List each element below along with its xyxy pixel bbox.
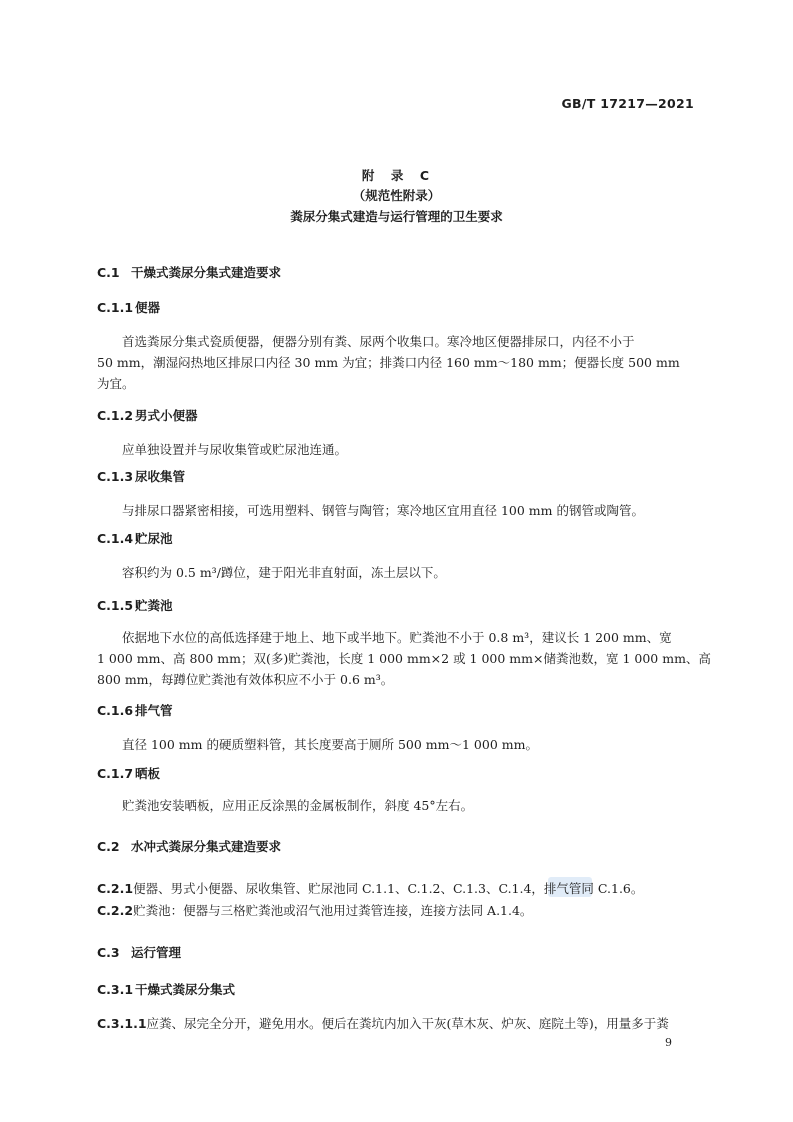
c16-line-1: 直径 100 mm 的硬质塑料管，其长度要高于厕所 500 mm～1 000 mm。	[122, 737, 538, 752]
section-c13-heading: C.1.3 尿收集管	[97, 469, 186, 484]
section-c17-heading: C.1.7 晒板	[97, 766, 161, 781]
section-c31-heading: C.3.1 干燥式粪尿分集式	[97, 982, 236, 997]
c15-line-1: 依据地下水位的高低选择建于地上、地下或半地下。贮粪池不小于 0.8 m³，建议长 1 200 mm、宽	[122, 630, 672, 645]
appendix-title: 粪尿分集式建造与运行管理的卫生要求	[290, 209, 503, 224]
c14-line-1: 容积约为 0.5 m³/蹲位，建于阳光非直射面，冻土层以下。	[122, 565, 446, 580]
c11-line-3: 为宜。	[97, 376, 135, 391]
c22-clause: C.2.2贮粪池：便器与三格贮粪池或沼气池用过粪管连接，连接方法同 A.1.4。	[97, 903, 533, 918]
section-c2-heading: C.2 水冲式粪尿分集式建造要求	[97, 839, 282, 854]
c11-line-2: 50 mm，潮湿闷热地区排尿口内径 30 mm 为宜；排粪口内径 160 mm～180 mm；便器长度 500 mm	[97, 355, 680, 370]
c15-line-2: 1 000 mm、高 800 mm；双(多)贮粪池，长度 1 000 mm×2 或 1 000 mm×储粪池数，宽 1 000 mm、高	[97, 651, 711, 666]
c17-line-1: 贮粪池安装晒板，应用正反涂黑的金属板制作，斜度 45°左右。	[122, 798, 474, 813]
c15-line-3: 800 mm，每蹲位贮粪池有效体积应不小于 0.6 m³。	[97, 672, 394, 687]
c13-line-1: 与排尿口器紧密相接，可选用塑料、钢管与陶管；寒冷地区宜用直径 100 mm 的钢管或陶管。	[122, 503, 644, 518]
section-c15-heading: C.1.5 贮粪池	[97, 598, 173, 613]
c311-clause: C.3.1.1应粪、尿完全分开，避免用水。便后在粪坑内加入干灰(草木灰、炉灰、庭院土等)，用量多于粪	[97, 1016, 669, 1031]
section-c11-heading: C.1.1 便器	[97, 300, 161, 315]
appendix-type: （规范性附录）	[352, 188, 441, 203]
c21-clause: C.2.1便器、男式小便器、尿收集管、贮尿池同 C.1.1、C.1.2、C.1.3、C.1.4，排气管同 C.1.6。	[97, 881, 644, 896]
section-c16-heading: C.1.6 排气管	[97, 703, 173, 718]
section-c3-heading: C.3 运行管理	[97, 945, 182, 960]
section-c1-heading: C.1 干燥式粪尿分集式建造要求	[97, 265, 282, 280]
c11-line-1: 首选粪尿分集式瓷质便器，便器分别有粪、尿两个收集口。寒冷地区便器排尿口，内径不小于	[122, 334, 635, 349]
c12-line-1: 应单独设置并与尿收集管或贮尿池连通。	[122, 442, 348, 457]
appendix-label: 附 录 C	[361, 168, 432, 183]
standard-number: GB/T 17217—2021	[561, 96, 694, 111]
section-c12-heading: C.1.2 男式小便器	[97, 408, 198, 423]
page-number: 9	[665, 1036, 672, 1049]
section-c14-heading: C.1.4 贮尿池	[97, 531, 173, 546]
